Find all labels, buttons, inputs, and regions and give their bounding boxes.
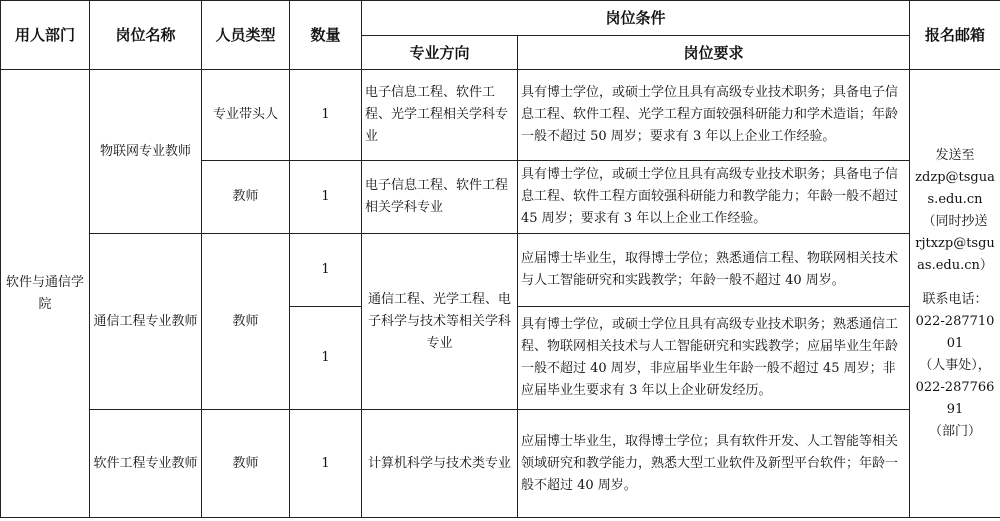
phone-label: 联系电话： [922, 291, 988, 307]
table-row [1, 70, 1000, 161]
phone-number-hr: 022-28771001 [915, 313, 995, 351]
table-row [1, 234, 1000, 307]
table-row [1, 410, 1000, 518]
email-address-cc: rjtxzp@tsguas.edu.cn） [915, 235, 995, 273]
dept-cell: 软件与通信学院 [1, 70, 90, 518]
header-requirements: 岗位要求 [518, 36, 910, 70]
header-row [1, 1, 1000, 36]
email-cc-label: （同时抄送 [922, 213, 988, 229]
requirements-cell: 具有博士学位，或硕士学位且具有高级专业技术职务；熟悉通信工程、物联网相关技术与人工智能研究和实践教学；应届毕业生年龄一般不超过 40 周岁，非应届毕业生年龄一般不超过 45 周岁；非应届毕业生要求有 3 年以上企业研发经历。 [518, 307, 910, 410]
email-send-to: 发送至 [935, 147, 975, 163]
header-quantity: 数量 [290, 1, 362, 70]
phone-number-dept: 022-28776691 [915, 379, 995, 417]
phone-note-hr: （人事处）， [919, 357, 991, 373]
quantity-cell: 1 [290, 161, 362, 234]
requirements-cell: 应届博士毕业生，取得博士学位；熟悉通信工程、物联网相关技术与人工智能研究和实践教学；年龄一般不超过 40 周岁。 [518, 234, 910, 307]
phone-note-dept: （部门） [929, 423, 982, 439]
email-address-primary: zdzp@tsguas.edu.cn [915, 169, 995, 207]
requirements-cell: 具有博士学位，或硕士学位且具有高级专业技术职务；具备电子信息工程、软件工程方面较强科研能力和教学能力；年龄一般不超过 45 周岁；要求有 3 年以上企业工作经验。 [518, 161, 910, 234]
email-spacer [913, 277, 997, 289]
staff-type-cell: 专业带头人 [202, 70, 290, 161]
header-position: 岗位名称 [90, 1, 202, 70]
quantity-cell: 1 [290, 307, 362, 410]
requirements-cell: 具有博士学位，或硕士学位且具有高级专业技术职务；具备电子信息工程、软件工程、光学工程方面较强科研能力和学术造诣；年龄一般不超过 50 周岁；要求有 3 年以上企业工作经验。 [518, 70, 910, 161]
header-email: 报名邮箱 [910, 1, 1000, 70]
major-cell: 计算机科学与技术类专业 [362, 410, 518, 518]
major-cell: 电子信息工程、软件工程相关学科专业 [362, 161, 518, 234]
position-cell: 通信工程专业教师 [90, 234, 202, 410]
header-conditions: 岗位条件 [362, 1, 910, 36]
header-staff-type: 人员类型 [202, 1, 290, 70]
header-major: 专业方向 [362, 36, 518, 70]
quantity-cell: 1 [290, 410, 362, 518]
major-cell: 电子信息工程、软件工程、光学工程相关学科专业 [362, 70, 518, 161]
requirements-cell: 应届博士毕业生，取得博士学位；具有软件开发、人工智能等相关领域研究和教学能力，熟悉大型工业软件及新型平台软件；年龄一般不超过 40 周岁。 [518, 410, 910, 518]
major-cell: 通信工程、光学工程、电子科学与技术等相关学科专业 [362, 234, 518, 410]
header-dept: 用人部门 [1, 1, 90, 70]
position-cell: 软件工程专业教师 [90, 410, 202, 518]
email-cell [910, 70, 1000, 518]
staff-type-cell: 教师 [202, 410, 290, 518]
staff-type-cell: 教师 [202, 234, 290, 410]
staff-type-cell: 教师 [202, 161, 290, 234]
quantity-cell: 1 [290, 234, 362, 307]
position-cell: 物联网专业教师 [90, 70, 202, 234]
quantity-cell: 1 [290, 70, 362, 161]
